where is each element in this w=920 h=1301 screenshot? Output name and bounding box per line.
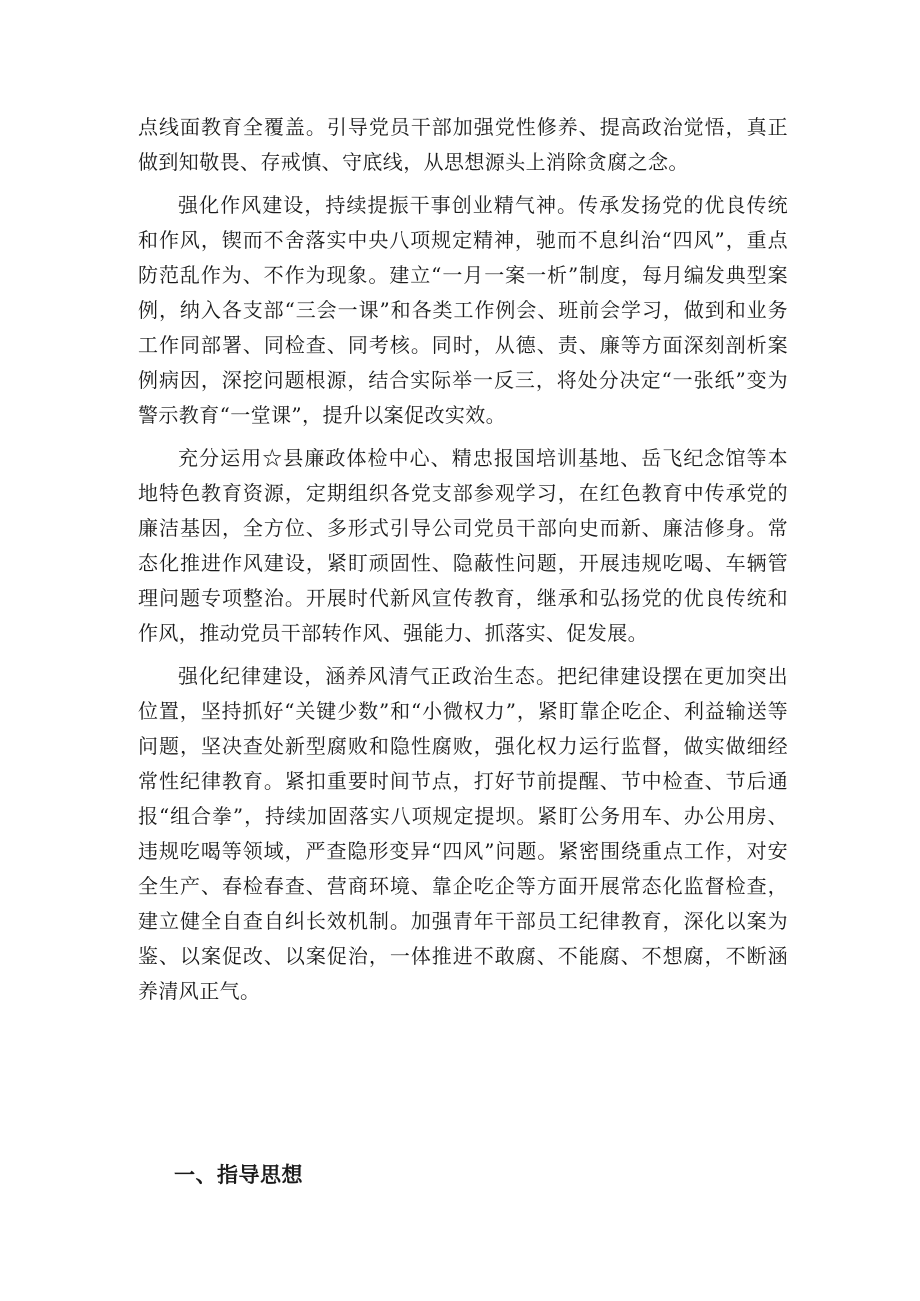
paragraph-education-resources: 充分运用☆县廉政体检中心、精忠报国培训基地、岳飞纪念馆等本地特色教育资源，定期组织各党支部参观学习，在红色教育中传承党的廉洁基因，全方位、多形式引导公司党员干部向史而新、廉洁修身。常态化推进作风建设，紧盯顽固性、隐蔽性问题，开展违规吃喝、车辆管理问题专项整治。开展时代新风宣传教育，继承和弘扬党的优良传统和作风，推动党员干部转作风、强能力、抓落实、促发展。 — [138, 446, 788, 645]
paragraph-style-building: 强化作风建设，持续提振干事创业精气神。传承发扬党的优良传统和作风，锲而不舍落实中央八项规定精神，驰而不息纠治“四风”，重点防范乱作为、不作为现象。建立“一月一案一析”制度，每月编发典型案例，纳入各支部“三会一课”和各类工作例会、班前会学习，做到和业务工作同部署、同检查、同考核。同时，从德、责、廉等方面深刻剖析案例病因，深挖问题根源，结合实际举一反三，将处分决定“一张纸”变为警示教育“一堂课”，提升以案促改实效。 — [138, 193, 788, 427]
paragraph-continued: 点线面教育全覆盖。引导党员干部加强党性修养、提高政治觉悟，真正做到知敬畏、存戒慎、守底线，从思想源头上消除贪腐之念。 — [138, 115, 788, 174]
paragraph-discipline-building: 强化纪律建设，涵养风清气正政治生态。把纪律建设摆在更加突出位置，坚持抓好“关键少数”和“小微权力”，紧盯靠企吃企、利益输送等问题，坚决查处新型腐败和隐性腐败，强化权力运行监督，做实做细经常性纪律教育。紧扣重要时间节点，打好节前提醒、节中检查、节后通报“组合拳”，持续加固落实八项规定提坝。紧盯公务用车、办公用房、违规吃喝等领域，严查隐形变异“四风”问题。紧密围绕重点工作，对安全生产、春检春查、营商环境、靠企吃企等方面开展常态化监督检查，建立健全自查自纠长效机制。加强青年干部员工纪律教育，深化以案为鉴、以案促改、以案促治，一体推进不敢腐、不能腐、不想腐，不断涵养清风正气。 — [138, 664, 788, 1003]
document-body — [138, 110, 788, 1009]
section-heading: 一、指导思想 — [174, 1163, 303, 1187]
